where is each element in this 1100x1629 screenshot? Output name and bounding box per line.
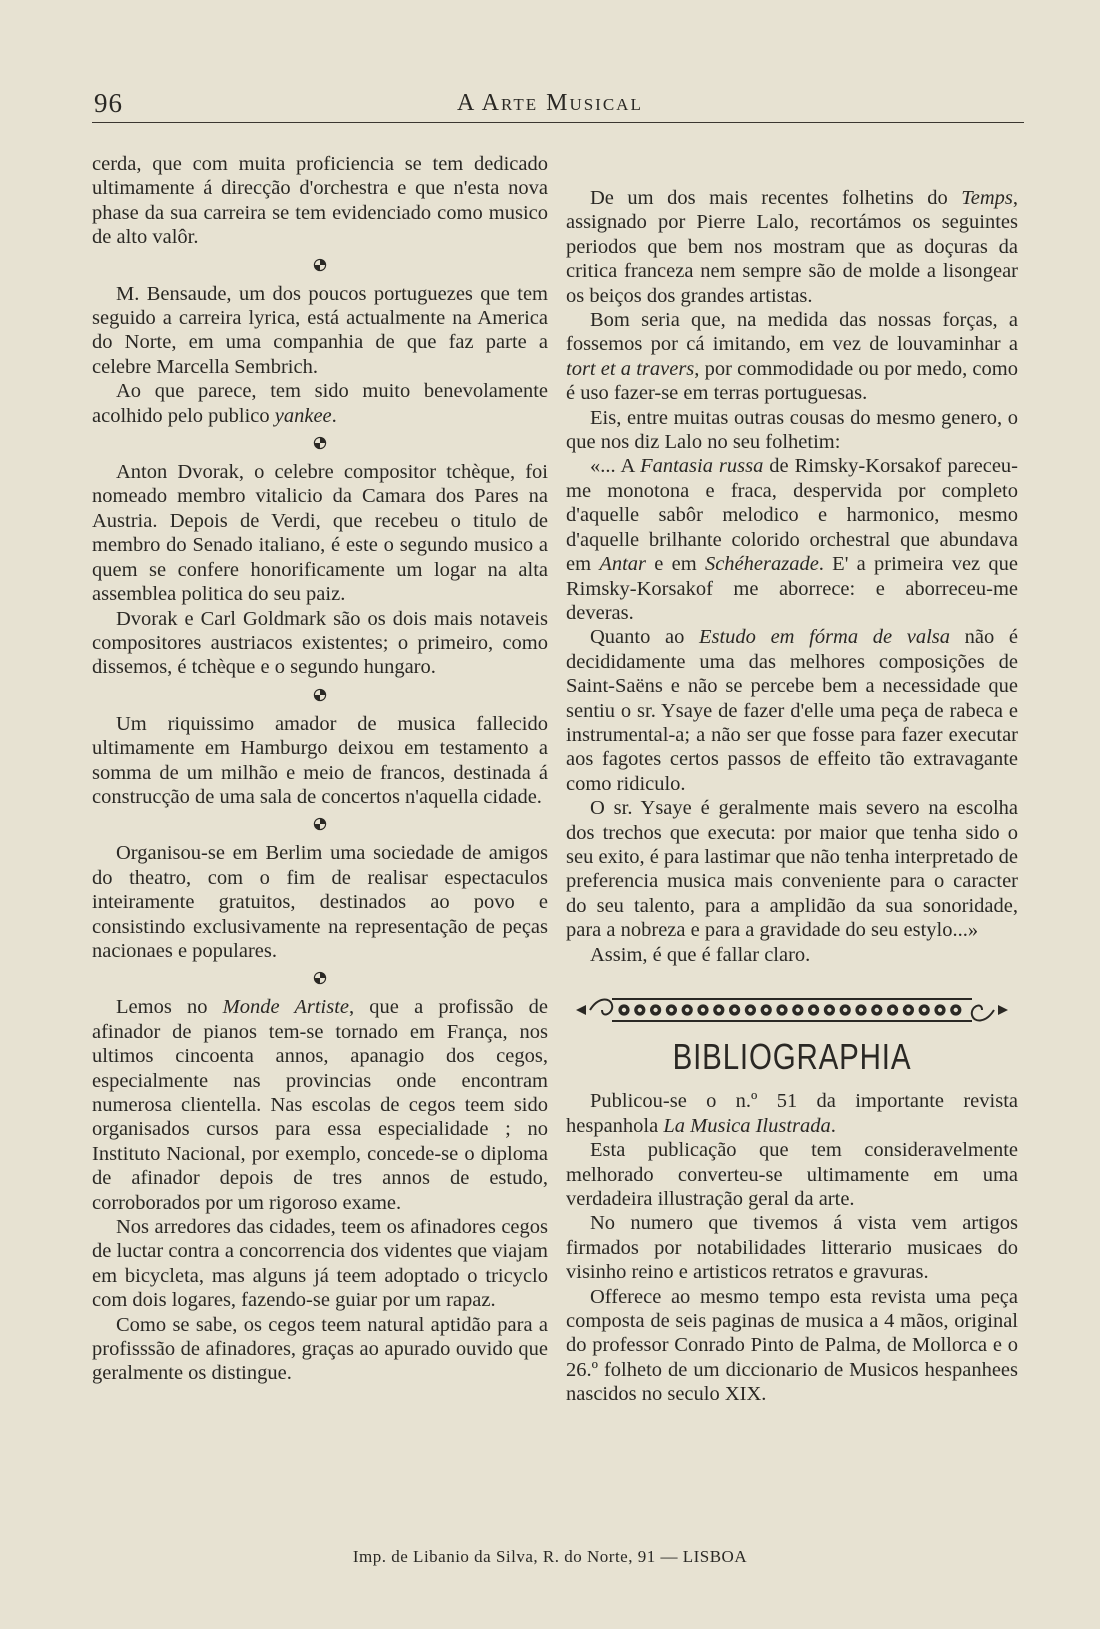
- text-run: M. Bensaude, um dos poucos portuguezes que tem seguido a carreira lyrica, está actualmente na America do Norte, em uma companhia de que faz parte a celebre Marcella Sembrich.: [92, 282, 548, 378]
- text-run: , assignado por Pierre Lalo, recortámos os seguintes periodos que bem nos mostram que as doçuras da critica franceza nem sempre são de molde a lisongear os beiços dos grandes artistas.: [566, 187, 1018, 307]
- paragraph: [92, 841, 548, 963]
- paragraph: [92, 460, 548, 606]
- decorative-divider-icon: [572, 993, 1012, 1027]
- italic-title: Monde Artiste: [222, 996, 350, 1019]
- italic-title: yankee: [274, 404, 332, 427]
- text-run: Eis, entre muitas outras cousas do mesmo genero, o que nos diz Lalo no seu folhetim:: [566, 406, 1018, 454]
- italic-title: Antar: [599, 553, 647, 576]
- section-ornament-icon: [313, 258, 327, 272]
- section-ornament-icon: [313, 688, 327, 702]
- text-run: De um dos mais recentes folhetins do: [590, 187, 962, 209]
- paragraph: [566, 1138, 1018, 1211]
- left-column: [92, 152, 548, 1386]
- text-run: Ao que parece, tem sido muito benevolamente acolhido pelo publico: [92, 380, 548, 427]
- paragraph: [566, 454, 1018, 625]
- text-run: cerda, que com muita proficiencia se tem dedicado ultimamente á direcção d'orchestra e que n'esta nova phase da sua carreira se tem evidenciado como musico de alto valôr.: [92, 153, 548, 249]
- paragraph: [566, 625, 1018, 796]
- text-run: não é decididamente uma das melhores composições de Saint-Saëns e não se percebe bem a necessidade que sentiu o sr. Ysaye de fazer d'elle uma peça de rabeca e instrumental-a; a não ser que fosse para fazer executar aos fagotes certos passos de effeito tão extravagante como ridiculo.: [566, 626, 1018, 795]
- text-run: Assim, é que é fallar claro.: [590, 943, 811, 966]
- section-ornament-icon: [313, 817, 327, 831]
- paragraph: [92, 152, 548, 250]
- text-run: Organisou-se em Berlim uma sociedade de amigos do theatro, com o fim de realisar espectaculos inteiramente gratuitos, destinados ao povo e consistindo exclusivamente na representação de peças nacionaes e populares.: [92, 842, 548, 962]
- text-run: Um riquissimo amador de musica fallecido ultimamente em Hamburgo deixou em testamento a somma de um milhão e meio de francos, destinada á construcção de uma sala de concertos n'aquella cidade.: [92, 712, 548, 808]
- text-run: .: [331, 404, 337, 427]
- text-run: .: [830, 1114, 836, 1137]
- text-run: No numero que tivemos á vista vem artigos firmados por notabilidades litterario musicaes do visinho reino e artisticos retratos e gravuras.: [566, 1212, 1018, 1284]
- italic-title: Fantasia russa: [640, 455, 764, 478]
- paragraph: [92, 1215, 548, 1313]
- paragraph: [566, 1285, 1018, 1407]
- text-run: , que a profissão de afinador de pianos tem-se tornado em França, nos ultimos cincoenta annos, apanagio dos cegos, especialmente nas provincias onde encontram numerosa clientella. Nas escolas de cegos teem sido organisados cursos para essa especialidade ; no Instituto Nacional, por exemplo, concede-se o diploma de afinador depois de tres annos de estudo, corroborados por um rigoroso exame.: [92, 996, 549, 1214]
- printer-imprint: Imp. de Libanio da Silva, R. do Norte, 91 — LISBOA: [352, 1547, 748, 1566]
- right-column: [566, 186, 1018, 1407]
- text-run: Esta publicação que tem consideravelmente melhorado converteu-se ultimamente em uma verdadeira illustração geral da arte.: [566, 1139, 1018, 1211]
- text-run: O sr. Ysaye é geralmente mais severo na escolha dos trechos que executa: por maior que tenha sido o seu exito, é para lastimar que não tenha interpretado de preferencia musica mais conveniente para o caracter do seu talento, para a amplidão da sua sonoridade, para a nobreza e para a gravidade do seu estylo...»: [566, 797, 1018, 942]
- paragraph: [92, 995, 548, 1215]
- running-title: A Arte Musical: [457, 90, 643, 116]
- section-ornament-icon: [313, 971, 327, 985]
- paragraph: [92, 1313, 548, 1386]
- paragraph: [92, 712, 548, 810]
- paragraph: [566, 308, 1018, 406]
- text-run: «... A: [590, 455, 641, 478]
- text-run: Anton Dvorak, o celebre compositor tchèque, foi nomeado membro vitalicio da Camara dos Pares na Austria. Depois de Verdi, que recebeu o titulo de membro do Senado italiano, é este o segundo musico a quem se confere honorificamente um logar na alta assemblea politica do seu paiz.: [92, 461, 548, 606]
- text-run: Bom seria que, na medida das nossas forças, a fossemos por cá imitando, em vez de louvaminhar a: [566, 309, 1018, 356]
- paragraph: [566, 186, 1018, 308]
- paragraph: [92, 282, 548, 380]
- text-run: Dvorak e Carl Goldmark são os dois mais notaveis compositores austriacos existentes; o primeiro, como dissemos, é tchèque e o segundo hungaro.: [92, 607, 548, 679]
- italic-title: Temps: [961, 187, 1013, 209]
- text-run: , por commodidade ou por medo, como é uso fazer-se em terras portuguesas.: [566, 357, 1018, 405]
- italic-title: Estudo em fórma de valsa: [698, 626, 951, 649]
- text-run: Como se sabe, os cegos teem natural aptidão para a profisssão de afinadores, graças ao apurado ouvido que geralmente os distingue.: [92, 1313, 548, 1385]
- paragraph: [566, 796, 1018, 942]
- text-run: e em: [646, 553, 705, 576]
- page-header: [92, 86, 1024, 124]
- paragraph: [566, 943, 1018, 967]
- paragraph: [92, 607, 548, 680]
- section-ornament-icon: [313, 436, 327, 450]
- italic-title: La Musica Ilustrada: [663, 1114, 831, 1137]
- text-run: Nos arredores das cidades, teem os afinadores cegos de luctar contra a concorrencia dos videntes que viajam em bicycleta, mas alguns já teem adoptado o tricyclo com dois logares, fazendo-se guiar por um rapaz.: [92, 1216, 548, 1312]
- text-run: . E' a primeira vez que Rimsky-Korsakof me aborrece: e aborreceu-me deveras.: [566, 553, 1018, 624]
- paragraph: [92, 379, 548, 428]
- paragraph: [566, 1211, 1018, 1284]
- text-run: Publicou-se o n.º 51 da importante revista hespanhola: [566, 1090, 1018, 1137]
- text-run: Lemos no: [116, 996, 223, 1019]
- italic-title: Schéherazade: [704, 553, 819, 576]
- header-rule: [92, 122, 1024, 123]
- text-run: Offerece ao mesmo tempo esta revista uma peça composta de seis paginas de musica a 4 mãos, original do professor Conrado Pinto de Palma, de Mollorca e o 26.º folheto de um diccionario de Musicos hespanhees nascidos no seculo XIX.: [566, 1285, 1018, 1406]
- text-run: de Rimsky-Korsakof pareceu-me monotona e fraca, despervida por completo d'aquelle sabôr melodico e harmonico, mesmo d'aquelle brilhante colorido orchestral que abundava em: [566, 455, 1019, 576]
- text-run: Quanto ao: [590, 626, 699, 649]
- paragraph: [566, 406, 1018, 455]
- italic-title: tort et a travers: [566, 357, 695, 380]
- paragraph: [566, 1089, 1018, 1138]
- section-heading: BIBLIOGRAPHIA: [672, 1036, 912, 1077]
- page-number: 96: [94, 88, 123, 118]
